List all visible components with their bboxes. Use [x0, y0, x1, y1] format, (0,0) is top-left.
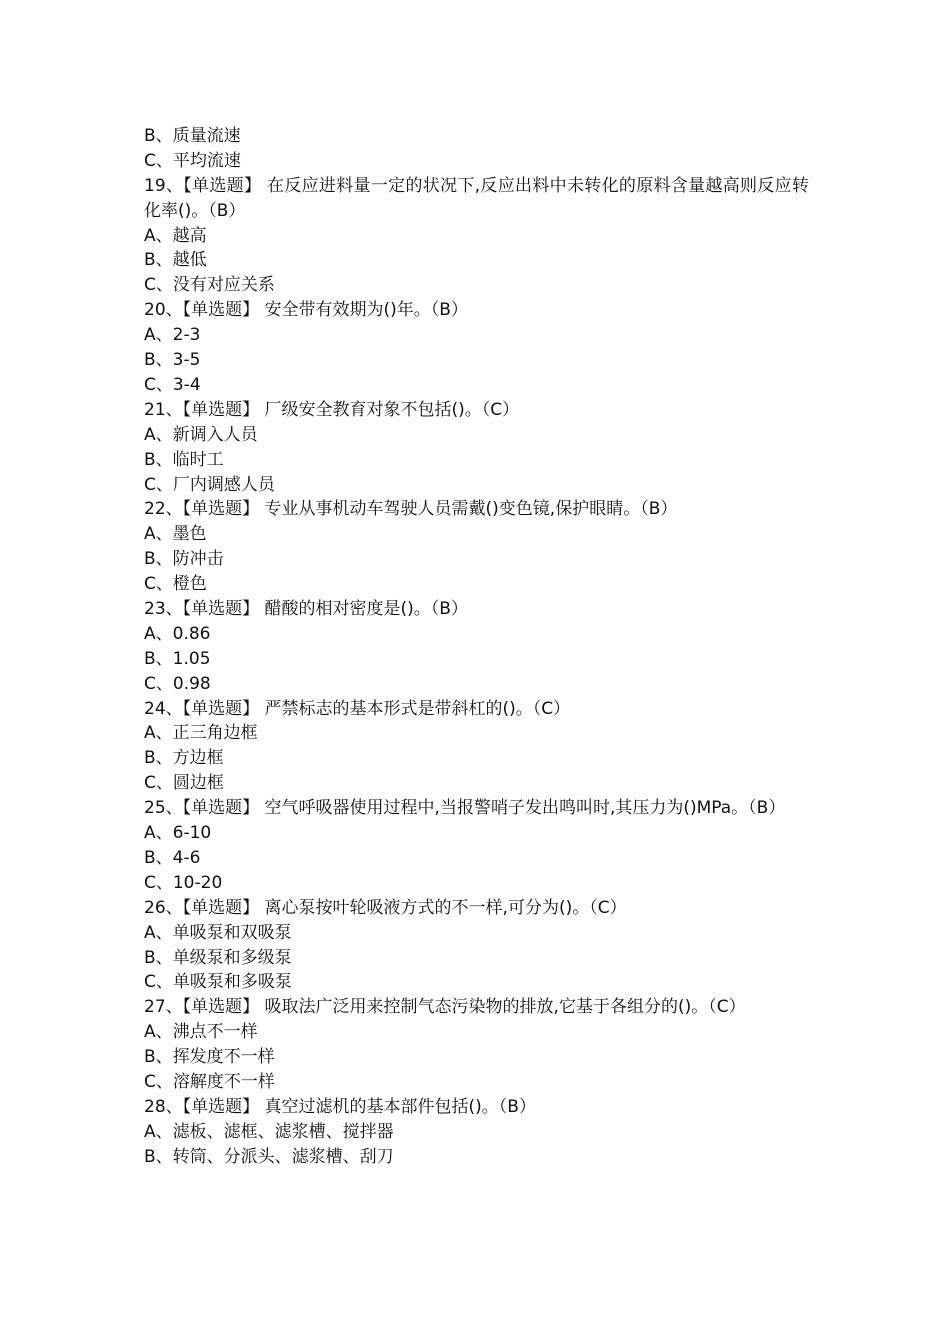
option-text: C、圆边框 [144, 773, 224, 794]
option-text: B、单级泵和多级泵 [144, 947, 292, 968]
option-text: B、临时工 [144, 449, 224, 470]
option-text: B、越低 [144, 250, 207, 271]
option-text: A、0.86 [144, 623, 211, 644]
option-text: C、橙色 [144, 574, 207, 595]
option-text: B、质量流速 [144, 126, 241, 146]
option-text: C、溶解度不一样 [144, 1072, 275, 1092]
option-text: B、3-5 [144, 350, 201, 371]
option-text: A、新调入人员 [144, 424, 258, 445]
document-body [144, 124, 809, 1170]
option-text: B、方边框 [144, 748, 224, 769]
option-text: C、单吸泵和多吸泵 [144, 972, 292, 993]
option-text: A、墨色 [144, 524, 207, 545]
option-text: C、3-4 [144, 374, 201, 395]
option-text: B、挥发度不一样 [144, 1047, 275, 1068]
option-text: B、1.05 [144, 648, 211, 669]
option-text: C、厂内调感人员 [144, 474, 275, 495]
option-text: A、越高 [144, 225, 207, 246]
option-text: C、0.98 [144, 673, 211, 694]
option-text: B、防冲击 [144, 549, 224, 570]
option-text: A、6-10 [144, 823, 212, 844]
question-text: 23、【单选题】 醋酸的相对密度是()。（B） [144, 599, 468, 619]
question-text: 20、【单选题】 安全带有效期为()年。（B） [144, 300, 468, 321]
option-text: A、2-3 [144, 325, 201, 346]
option-text: C、10-20 [144, 872, 223, 893]
option-text: B、转筒、分派头、滤浆槽、刮刀 [144, 1146, 394, 1167]
option-text: A、正三角边框 [144, 723, 258, 744]
question-text: 19、【单选题】 在反应进料量一定的状况下,反应出料中未转化的原料含量越高则反应转化率()。（B） [144, 175, 809, 221]
question-text: 24、【单选题】 严禁标志的基本形式是带斜杠的()。（C） [144, 698, 571, 719]
option-text: B、4-6 [144, 847, 201, 868]
question-text: 28、【单选题】 真空过滤机的基本部件包括()。（B） [144, 1096, 536, 1117]
option-text: A、沸点不一样 [144, 1022, 258, 1043]
option-text: C、没有对应关系 [144, 275, 275, 296]
option-text: A、单吸泵和双吸泵 [144, 922, 292, 943]
question-text: 27、【单选题】 吸取法广泛用来控制气态污染物的排放,它基于各组分的()。（C） [144, 997, 746, 1018]
question-text: 25、【单选题】 空气呼吸器使用过程中,当报警哨子发出鸣叫时,其压力为()MPa。（B） [144, 798, 786, 819]
question-text: 21、【单选题】 厂级安全教育对象不包括()。（C） [144, 399, 520, 420]
option-text: C、平均流速 [144, 150, 241, 171]
question-text: 22、【单选题】 专业从事机动车驾驶人员需戴()变色镜,保护眼睛。（B） [144, 499, 678, 520]
question-text: 26、【单选题】 离心泵按叶轮吸液方式的不一样,可分为()。（C） [144, 897, 627, 918]
option-text: A、滤板、滤框、滤浆槽、搅拌器 [144, 1121, 394, 1142]
